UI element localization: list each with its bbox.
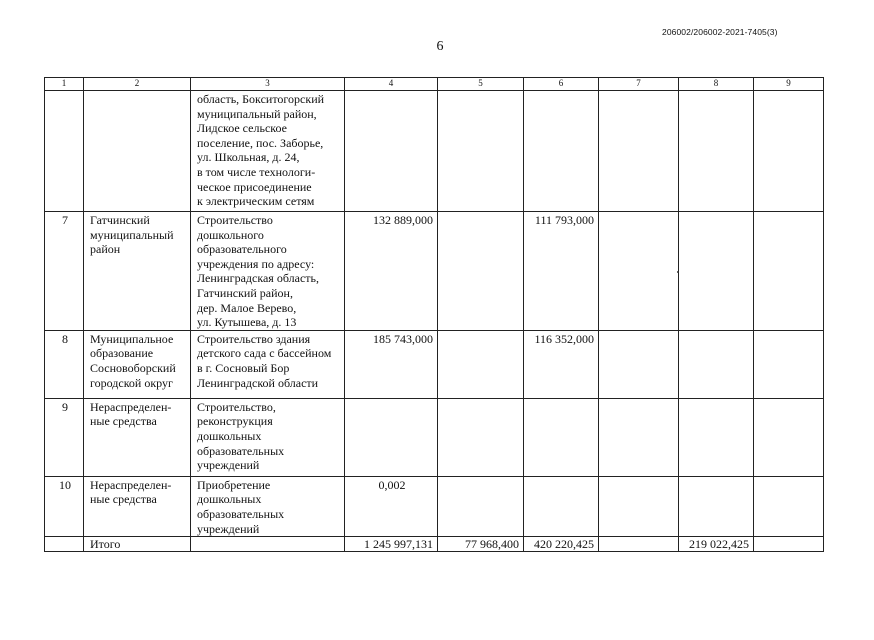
col8-value	[679, 398, 754, 476]
column-header: 4	[345, 78, 438, 91]
total-empty-cell	[191, 537, 345, 552]
col5-value	[438, 212, 524, 331]
total-col5: 77 968,400	[438, 537, 524, 552]
col8-value	[679, 212, 754, 331]
column-header: 2	[84, 78, 191, 91]
total-col4: 1 245 997,131	[345, 537, 438, 552]
column-header-row	[45, 78, 824, 91]
municipality-name: Муниципальное образование Сосновоборский городской округ	[84, 330, 191, 398]
total-col9	[754, 537, 824, 552]
object-description: Строительство здания детского сада с бассейном в г. Сосновый Бор Ленинградской области	[191, 330, 345, 398]
col6-value	[524, 398, 599, 476]
col9-value	[754, 91, 824, 212]
municipality-name: Гатчинский муниципальный район	[84, 212, 191, 331]
column-header: 5	[438, 78, 524, 91]
row-number: 7	[45, 212, 84, 331]
col5-value	[438, 330, 524, 398]
col9-value	[754, 398, 824, 476]
total-col6: 420 220,425	[524, 537, 599, 552]
column-header: 1	[45, 78, 84, 91]
col7-value	[599, 212, 679, 331]
table-row	[45, 91, 824, 212]
col9-value	[754, 330, 824, 398]
col9-value	[754, 476, 824, 536]
column-header: 6	[524, 78, 599, 91]
col7-value	[599, 91, 679, 212]
total-label: Итого	[84, 537, 191, 552]
col8-value	[679, 330, 754, 398]
total-empty-cell	[45, 537, 84, 552]
scan-speck	[677, 271, 679, 273]
column-header: 9	[754, 78, 824, 91]
col4-value	[345, 91, 438, 212]
col5-value	[438, 91, 524, 212]
row-number: 10	[45, 476, 84, 536]
document-id: 206002/206002-2021-7405(3)	[662, 27, 778, 37]
total-row	[45, 537, 824, 552]
column-header: 3	[191, 78, 345, 91]
col7-value	[599, 330, 679, 398]
table-row	[45, 330, 824, 398]
row-number: 8	[45, 330, 84, 398]
col7-value	[599, 398, 679, 476]
object-description: Строительство дошкольного образовательного учреждения по адресу: Ленинградская область, Гатчинский район, дер. Малое Верево, ул. Кутышева, д. 13	[191, 212, 345, 331]
object-description: Строительство, реконструкция дошкольных образовательных учреждений	[191, 398, 345, 476]
col4-value: 132 889,000	[345, 212, 438, 331]
col5-value	[438, 398, 524, 476]
object-description: Приобретение дошкольных образовательных учреждений	[191, 476, 345, 536]
funding-table	[44, 77, 824, 552]
total-col7	[599, 537, 679, 552]
municipality-name: Нераспределен- ные средства	[84, 398, 191, 476]
municipality-name	[84, 91, 191, 212]
column-header: 8	[679, 78, 754, 91]
table-row	[45, 212, 824, 331]
table-row	[45, 398, 824, 476]
table-row	[45, 476, 824, 536]
col4-value: 185 743,000	[345, 330, 438, 398]
col7-value	[599, 476, 679, 536]
col6-value	[524, 91, 599, 212]
total-col8: 219 022,425	[679, 537, 754, 552]
page-number: 6	[436, 39, 444, 54]
col6-value: 111 793,000	[524, 212, 599, 331]
column-header: 7	[599, 78, 679, 91]
col4-value	[345, 398, 438, 476]
col9-value	[754, 212, 824, 331]
row-number: 9	[45, 398, 84, 476]
col8-value	[679, 476, 754, 536]
col4-value: 0,002	[345, 476, 438, 536]
col8-value	[679, 91, 754, 212]
col5-value	[438, 476, 524, 536]
object-description: область, Бокситогорский муниципальный район, Лидское сельское поселение, пос. Заборье, ул. Школьная, д. 24, в том числе технологи- ческое присоединение к электрическим сетям	[191, 91, 345, 212]
col6-value: 116 352,000	[524, 330, 599, 398]
municipality-name: Нераспределен- ные средства	[84, 476, 191, 536]
row-number	[45, 91, 84, 212]
col6-value	[524, 476, 599, 536]
